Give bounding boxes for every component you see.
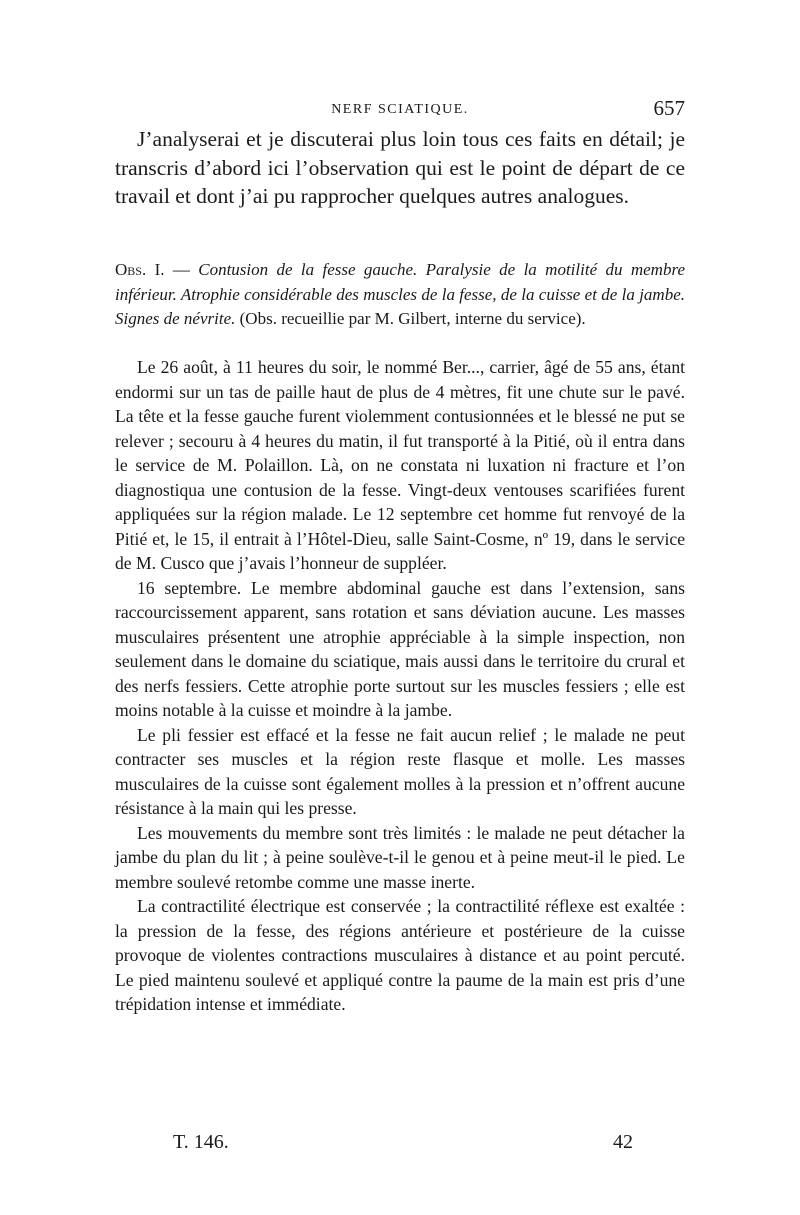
- intro-paragraph: J’analyserai et je discuterai plus loin tous ces faits en détail; je transcris d’abord ici l’observation qui est le point de départ de ce travail et dont j’ai pu rapprocher quelques autres analogues.: [115, 127, 685, 208]
- observation-title: Contusion de la fesse gauche. Paralysie de la motilité du membre inférieur. Atrophie considérable des muscles de la fesse, de la cuisse et de la jambe. Signes de névrite.: [115, 260, 685, 328]
- paragraph: Le 26 août, à 11 heures du soir, le nommé Ber..., carrier, âgé de 55 ans, étant endormi sur un tas de paille haut de plus de 4 mètres, fit une chute sur le pavé. La tête et la fesse gauche furent violemment contusionnées et le blessé ne put se relever ; secouru à 4 heures du matin, il fut transporté à la Pitié, où il entra dans le service de M. Polaillon. Là, on ne constata ni luxation ni fracture et l’on diagnostiqua une contusion de la fesse. Vingt-deux ventouses scarifiées furent appliquées sur la région malade. Le 12 septembre cet homme fut renvoyé de la Pitié et, le 15, il entrait à l’Hôtel-Dieu, salle Saint-Cosme, nº 19, dans le service de M. Cusco que j’avais l’honneur de suppléer.: [115, 357, 685, 573]
- paragraph: Le pli fessier est effacé et la fesse ne fait aucun relief ; le malade ne peut contracter ses muscles et la région reste flasque et molle. Les masses musculaires de la cuisse sont également molles à la pression et n’offrent aucune résistance à la main qui les presse.: [115, 724, 685, 818]
- page-number: 657: [653, 96, 685, 120]
- signature-number: 42: [613, 1131, 633, 1153]
- observation-label: Obs. I. —: [115, 260, 199, 279]
- observation-body: [115, 355, 685, 1017]
- running-head: [115, 96, 685, 120]
- paragraph: La contractilité électrique est conservée ; la contractilité réflexe est exaltée : la pression de la fesse, des régions antérieure et postérieure de la cuisse provoque de violentes contractions musculaires à distance et au point percuté. Le pied maintenu soulevé et appliqué contre la paume de la main est pris d’une trépidation intense et immédiate.: [115, 896, 685, 1014]
- running-title: NERF SCIATIQUE.: [331, 102, 469, 117]
- paragraph: 16 septembre. Le membre abdominal gauche est dans l’extension, sans raccourcissement apparent, sans rotation et sans déviation aucune. Les masses musculaires présentent une atrophie appréciable à la simple inspection, non seulement dans le domaine du sciatique, mais aussi dans le territoire du crural et des nerfs fessiers. Cette atrophie porte surtout sur les muscles fessiers ; elle est moins notable à la cuisse et moindre à la jambe.: [115, 577, 685, 720]
- volume-mark: T. 146.: [173, 1131, 229, 1153]
- observation-source: (Obs. recueillie par M. Gilbert, interne du service).: [235, 309, 586, 328]
- observation-heading: [115, 258, 685, 332]
- paragraph: Les mouvements du membre sont très limités : le malade ne peut détacher la jambe du plan du lit ; à peine soulève-t-il le genou et à peine meut-il le pied. Le membre soulevé retombe comme une masse inerte.: [115, 822, 685, 892]
- signature-line: [173, 1131, 633, 1157]
